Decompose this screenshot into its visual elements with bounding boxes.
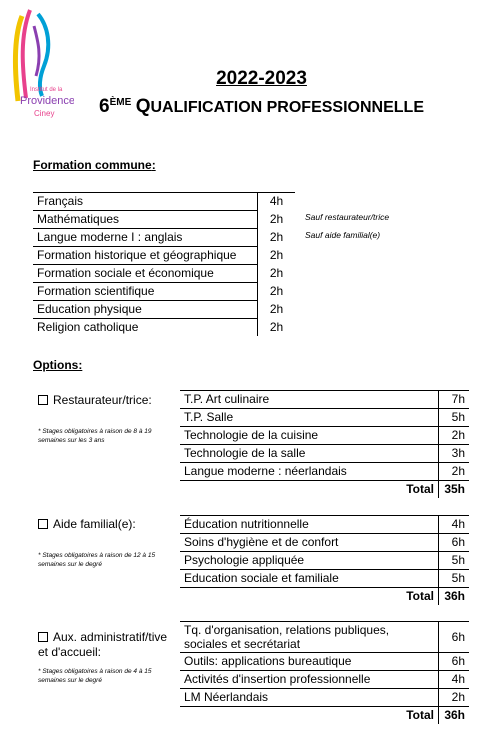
hours-cell: 6h (439, 534, 470, 552)
hours-cell: 3h (439, 445, 470, 463)
hours-cell: 5h (439, 552, 470, 570)
option-name-line2: et d'accueil: (38, 645, 101, 659)
hours-cell: 2h (258, 283, 296, 301)
subject-cell: Outils: applications bureautique (180, 653, 439, 671)
checkbox-icon (38, 519, 48, 529)
qual-number: 6 (99, 96, 110, 117)
total-label: Total (406, 589, 434, 603)
logo-text-1: Institut de la (30, 87, 63, 93)
total-value: 36h (439, 707, 470, 725)
qualification-title (0, 96, 499, 118)
table-row (33, 211, 295, 229)
exception-note: Sauf restaurateur/trice (305, 212, 390, 222)
common-colon: : (151, 158, 156, 172)
stage-note: * Stages obligatoires à raison de 12 à 15 semaines sur le degré (38, 552, 156, 568)
table-row (33, 247, 295, 265)
subject-cell: Tq. d'organisation, relations publiques, sociales et secrétariat (180, 622, 439, 653)
hours-cell: 2h (258, 247, 296, 265)
hours-cell: 5h (439, 409, 470, 427)
table-row (180, 552, 469, 570)
school-year: 2022-2023 (216, 68, 307, 89)
subject-cell: Technologie de la cuisine (180, 427, 439, 445)
options-heading: Options: (33, 358, 83, 372)
option-name: Aide familial(e): (53, 517, 136, 531)
hours-cell: 2h (258, 229, 296, 247)
subject-cell: Français (33, 193, 258, 211)
option-aide-familiale (38, 517, 136, 532)
table-row (180, 391, 469, 409)
table-row (33, 319, 295, 337)
table-row (180, 409, 469, 427)
option-table-restaurateur (180, 390, 469, 498)
subject-cell: Activités d'insertion professionnelle (180, 671, 439, 689)
table-row (33, 229, 295, 247)
hours-cell: 2h (439, 463, 470, 481)
total-label: Total (406, 482, 434, 496)
table-row (33, 193, 295, 211)
hours-cell: 2h (258, 319, 296, 337)
hours-cell: 6h (439, 653, 470, 671)
table-row (180, 689, 469, 707)
option-restaurateur (38, 393, 152, 408)
subject-cell: Religion catholique (37, 320, 139, 334)
subject-cell: Formation sociale et économique (33, 265, 258, 283)
hours-cell: 2h (258, 265, 296, 283)
table-row (33, 265, 295, 283)
subject-cell: Langue moderne : néerlandais (180, 463, 439, 481)
logo-text-3: Ciney (34, 109, 55, 118)
subject-cell: Soins d'hygiène et de confort (180, 534, 439, 552)
common-heading (33, 158, 156, 172)
option-table-aux-administratif (180, 621, 469, 724)
subject-cell: T.P. Art culinaire (180, 391, 439, 409)
qual-rest: UALIFICATION PROFESSIONNELLE (150, 99, 424, 116)
table-row (180, 622, 469, 653)
total-value: 36h (439, 588, 470, 606)
option-aux-administratif (38, 630, 167, 660)
subject-cell: Education physique (33, 301, 258, 319)
subject-cell: LM Néerlandais (180, 689, 439, 707)
table-row (180, 671, 469, 689)
hours-cell: 2h (439, 427, 470, 445)
stage-note: * Stages obligatoires à raison de 4 à 15 semaines sur le degré (38, 668, 152, 684)
table-row (180, 653, 469, 671)
stage-note: * Stages obligatoires à raison de 8 à 19 semaines sur les 3 ans (38, 428, 152, 444)
hours-cell: 7h (439, 391, 470, 409)
subject-cell: Éducation nutritionnelle (180, 516, 439, 534)
option-table-aide-familiale (180, 515, 469, 605)
hours-cell: 2h (258, 301, 296, 319)
table-row (180, 516, 469, 534)
subject-cell: T.P. Salle (180, 409, 439, 427)
subject-cell: Mathématiques (33, 211, 258, 229)
option-name-line1: Aux. administratif/tive (53, 630, 168, 644)
hours-cell: 5h (439, 570, 470, 588)
total-label: Total (406, 708, 434, 722)
hours-cell: 4h (258, 193, 296, 211)
total-row (180, 481, 469, 499)
qual-superscript: ÈME (109, 97, 132, 108)
table-row (33, 301, 295, 319)
table-row (180, 427, 469, 445)
total-row (180, 707, 469, 725)
subject-cell: Formation historique et géographique (33, 247, 258, 265)
table-row (33, 283, 295, 301)
hours-cell: 2h (258, 211, 296, 229)
subject-cell: Langue moderne I : anglais (33, 229, 258, 247)
common-title: Formation commune (33, 158, 152, 172)
subject-cell: Technologie de la salle (180, 445, 439, 463)
subject-cell: Formation scientifique (33, 283, 258, 301)
table-row (180, 445, 469, 463)
option-name: Restaurateur/trice: (53, 393, 152, 407)
total-value: 35h (439, 481, 470, 499)
common-table (33, 192, 295, 336)
table-row (180, 463, 469, 481)
hours-cell: 2h (439, 689, 470, 707)
hours-cell: 4h (439, 516, 470, 534)
logo-text-2: Providence (20, 95, 74, 107)
qual-initial: Q (135, 96, 151, 117)
subject-cell: Education sociale et familiale (180, 570, 439, 588)
hours-cell: 6h (439, 622, 470, 653)
table-row (180, 570, 469, 588)
checkbox-icon (38, 632, 48, 642)
exception-note: Sauf aide familial(e) (305, 230, 381, 240)
total-row (180, 588, 469, 606)
table-row (180, 534, 469, 552)
hours-cell: 4h (439, 671, 470, 689)
subject-cell: Psychologie appliquée (180, 552, 439, 570)
checkbox-icon (38, 395, 48, 405)
